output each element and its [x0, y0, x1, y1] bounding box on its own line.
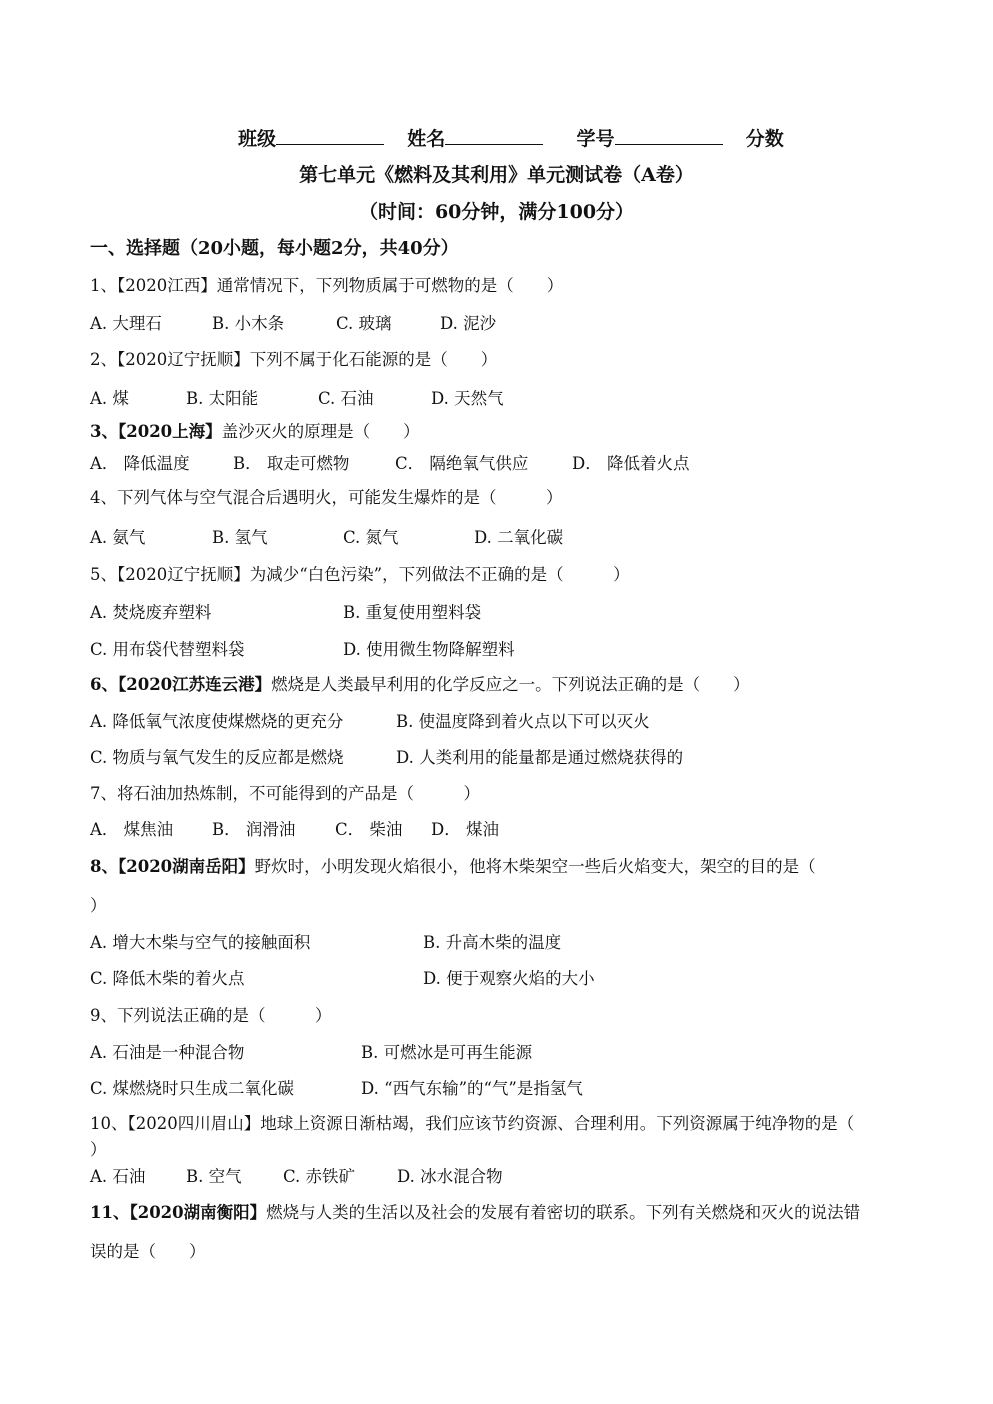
- option-10c[interactable]: C. 赤铁矿: [283, 1167, 356, 1186]
- option-5d[interactable]: D. 使用微生物降解塑料: [343, 640, 515, 659]
- student-id-blank[interactable]: [615, 126, 723, 145]
- option-2b[interactable]: B. 太阳能: [186, 389, 259, 408]
- option-5c[interactable]: C. 用布袋代替塑料袋: [90, 640, 245, 659]
- question-text: 下列不属于化石能源的是（ ）: [249, 350, 498, 369]
- question-1: [90, 272, 563, 296]
- question-text: 下列说法正确的是（ ）: [117, 1006, 332, 1025]
- option-6c[interactable]: C. 物质与氧气发生的反应都是燃烧: [90, 748, 344, 767]
- option-9b[interactable]: B. 可燃冰是可再生能源: [361, 1043, 533, 1062]
- question-source: 【2020四川眉山】: [127, 1114, 261, 1133]
- option-9c[interactable]: C. 煤燃烧时只生成二氧化碳: [90, 1079, 295, 1098]
- question-source: 【2020湖南岳阳】: [117, 857, 255, 876]
- class-blank[interactable]: [276, 126, 384, 145]
- question-source: 【2020江苏连云港】: [117, 675, 272, 694]
- question-source: 【2020辽宁抚顺】: [117, 350, 250, 369]
- question-number: 10、: [90, 1114, 128, 1133]
- question-text: 盖沙灭火的原理是（ ）: [221, 422, 420, 441]
- option-9d[interactable]: D. “西气东输”的“气”是指氢气: [361, 1079, 583, 1098]
- option-2a[interactable]: A. 煤: [90, 389, 129, 408]
- option-3c[interactable]: C． 隔绝氧气供应: [395, 454, 529, 473]
- option-4c[interactable]: C. 氮气: [343, 528, 399, 547]
- student-id-label: 学号: [576, 128, 615, 150]
- question-text: 地球上资源日渐枯竭，我们应该节约资源、合理利用。下列资源属于纯净物的是（: [260, 1114, 855, 1133]
- option-2d[interactable]: D. 天然气: [431, 389, 504, 408]
- option-1d[interactable]: D. 泥沙: [440, 314, 497, 333]
- question-number: 3、: [90, 422, 118, 441]
- question-number: 4、: [90, 488, 117, 507]
- option-4b[interactable]: B. 氢气: [212, 528, 268, 547]
- question-text: 燃烧与人类的生活以及社会的发展有着密切的联系。下列有关燃烧和灭火的说法错: [266, 1203, 861, 1222]
- option-5a[interactable]: A. 焚烧废弃塑料: [90, 603, 212, 622]
- option-3a[interactable]: A． 降低温度: [90, 454, 190, 473]
- option-8b[interactable]: B. 升高木柴的温度: [423, 933, 562, 952]
- question-text: 野炊时，小明发现火焰很小，他将木柴架空一些后火焰变大，架空的目的是（: [254, 857, 816, 876]
- question-number: 11、: [90, 1203, 130, 1222]
- option-1a[interactable]: A. 大理石: [90, 314, 162, 333]
- option-6b[interactable]: B. 使温度降到着火点以下可以灭火: [396, 712, 650, 731]
- option-4d[interactable]: D. 二氧化碳: [474, 528, 564, 547]
- section-heading: 一、选择题（20小题，每小题2分，共40分）: [90, 238, 459, 259]
- question-number: 7、: [90, 784, 117, 803]
- question-5: [90, 561, 630, 585]
- option-8a[interactable]: A. 增大木柴与空气的接触面积: [90, 933, 311, 952]
- question-3: [90, 418, 420, 442]
- option-3d[interactable]: D． 降低着火点: [572, 454, 690, 473]
- option-6d[interactable]: D. 人类利用的能量都是通过燃烧获得的: [396, 748, 684, 767]
- option-7a[interactable]: A． 煤焦油: [90, 820, 174, 839]
- question-text: 将石油加热炼制，不可能得到的产品是（ ）: [117, 784, 480, 803]
- option-8d[interactable]: D. 便于观察火焰的大小: [423, 969, 595, 988]
- question-11: [90, 1199, 860, 1223]
- student-info-line: [238, 124, 784, 151]
- question-text: 下列气体与空气混合后遇明火，可能发生爆炸的是（ ）: [117, 488, 563, 507]
- question-8: [90, 853, 816, 877]
- question-number: 5、: [90, 565, 117, 584]
- question-4: [90, 484, 563, 508]
- question-7: [90, 780, 480, 804]
- question-6: [90, 671, 750, 695]
- question-source: 【2020辽宁抚顺】: [117, 565, 250, 584]
- option-4a[interactable]: A. 氨气: [90, 528, 146, 547]
- exam-title: 第七单元《燃料及其利用》单元测试卷（A卷）: [299, 164, 694, 186]
- question-11-continued: 误的是（ ）: [90, 1242, 206, 1261]
- option-1b[interactable]: B. 小木条: [212, 314, 285, 333]
- question-10-continued: ）: [90, 1140, 107, 1159]
- option-7d[interactable]: D． 煤油: [431, 820, 499, 839]
- option-7b[interactable]: B． 润滑油: [212, 820, 296, 839]
- question-text: 为减少“白色污染”，下列做法不正确的是（ ）: [249, 565, 630, 584]
- question-text: 通常情况下，下列物质属于可燃物的是（ ）: [216, 276, 564, 295]
- option-3b[interactable]: B． 取走可燃物: [233, 454, 350, 473]
- question-number: 8、: [90, 857, 118, 876]
- question-source: 【2020江西】: [117, 276, 217, 295]
- question-number: 9、: [90, 1006, 117, 1025]
- question-source: 【2020湖南衡阳】: [129, 1203, 267, 1222]
- option-9a[interactable]: A. 石油是一种混合物: [90, 1043, 245, 1062]
- name-blank[interactable]: [445, 126, 543, 145]
- option-10b[interactable]: B. 空气: [186, 1167, 242, 1186]
- option-1c[interactable]: C. 玻璃: [336, 314, 392, 333]
- option-6a[interactable]: A. 降低氧气浓度使煤燃烧的更充分: [90, 712, 344, 731]
- question-8-continued: ）: [90, 896, 107, 915]
- option-2c[interactable]: C. 石油: [318, 389, 374, 408]
- option-8c[interactable]: C. 降低木柴的着火点: [90, 969, 245, 988]
- question-number: 2、: [90, 350, 117, 369]
- question-9: [90, 1002, 332, 1026]
- name-label: 姓名: [407, 128, 446, 150]
- option-10a[interactable]: A. 石油: [90, 1167, 146, 1186]
- class-label: 班级: [238, 128, 277, 150]
- question-2: [90, 346, 497, 370]
- question-source: 【2020上海】: [117, 422, 222, 441]
- score-label: 分数: [745, 128, 784, 150]
- question-text: 燃烧是人类最早利用的化学反应之一。下列说法正确的是（ ）: [271, 675, 750, 694]
- option-7c[interactable]: C． 柴油: [335, 820, 403, 839]
- question-10: [90, 1110, 854, 1134]
- question-number: 1、: [90, 276, 117, 295]
- exam-subtitle: （时间：60分钟，满分100分）: [358, 201, 635, 223]
- option-10d[interactable]: D. 冰水混合物: [397, 1167, 503, 1186]
- question-number: 6、: [90, 675, 118, 694]
- option-5b[interactable]: B. 重复使用塑料袋: [343, 603, 482, 622]
